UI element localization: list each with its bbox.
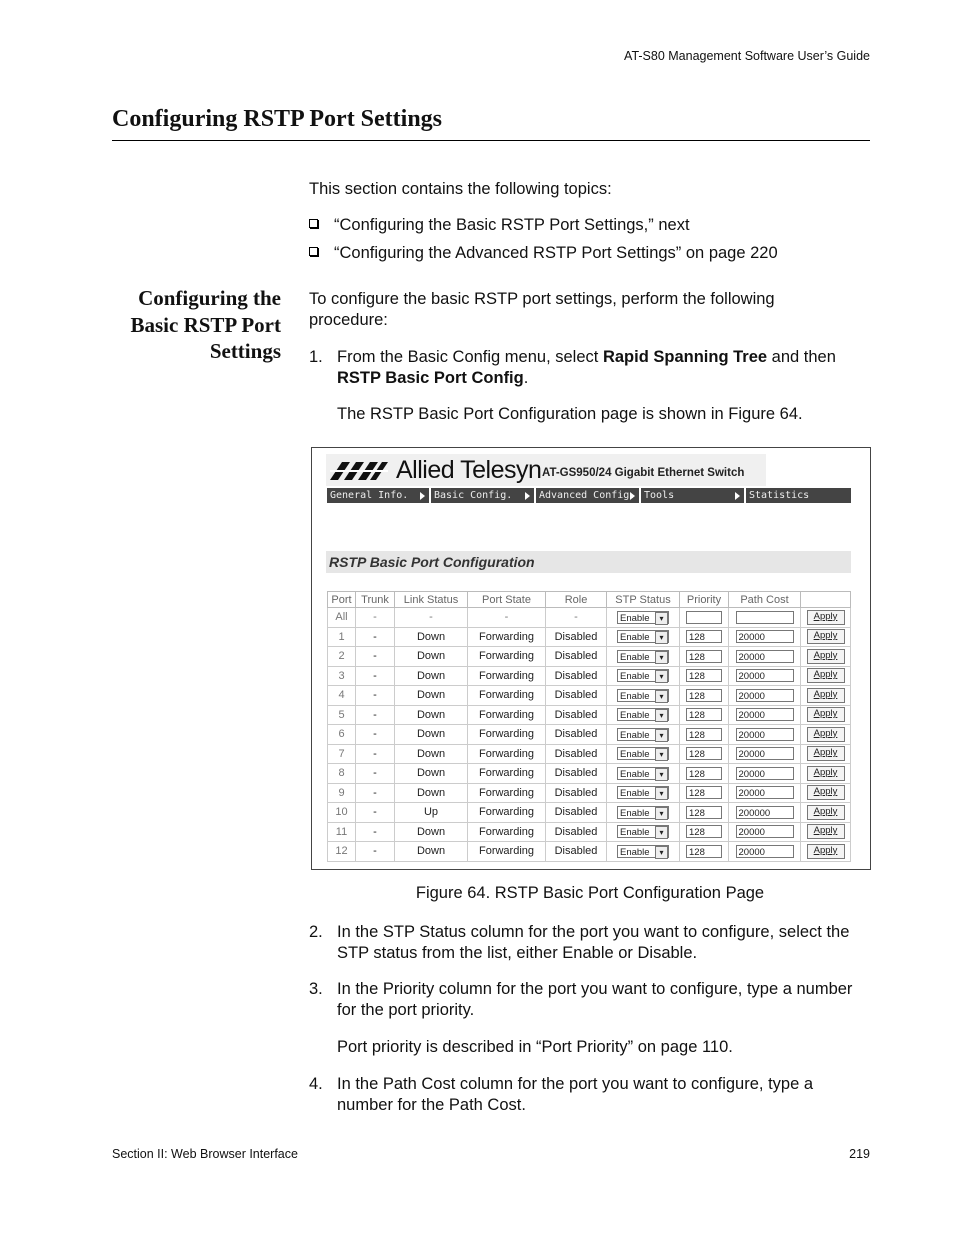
menu-tools[interactable]: Tools xyxy=(641,488,746,503)
col-path-cost: Path Cost xyxy=(729,592,801,608)
figure-screenshot xyxy=(311,447,871,870)
cell-trunk: - xyxy=(356,803,395,823)
cell-stp xyxy=(607,744,680,764)
col-port-state: Port State xyxy=(468,592,546,608)
stp-status-select[interactable]: Enable ▾ xyxy=(617,845,669,858)
cell-cost xyxy=(729,744,801,764)
priority-input[interactable]: 128 xyxy=(686,728,722,741)
path-cost-input[interactable]: 20000 xyxy=(736,845,794,858)
arrow-right-icon xyxy=(525,492,530,500)
cell-cost xyxy=(729,822,801,842)
menu-statistics[interactable]: Statistics xyxy=(749,490,810,501)
stp-status-select[interactable]: Enable ▾ xyxy=(617,806,669,819)
apply-button[interactable]: Apply xyxy=(807,844,845,859)
menu-general-info[interactable]: General Info. xyxy=(327,488,431,503)
apply-button[interactable]: Apply xyxy=(807,629,845,644)
apply-button[interactable]: Apply xyxy=(807,727,845,742)
cell-trunk: - xyxy=(356,705,395,725)
cell-trunk: - xyxy=(356,608,395,628)
cell-apply xyxy=(801,842,851,862)
cell-role: Disabled xyxy=(546,803,607,823)
allied-telesyn-logo-icon xyxy=(330,460,388,482)
cell-stp xyxy=(607,725,680,745)
topic-link: “Configuring the Basic RSTP Port Settings,” next xyxy=(334,216,690,234)
cell-port: 8 xyxy=(328,764,356,784)
main-menu-bar xyxy=(327,488,851,503)
cell-link: Down xyxy=(395,666,468,686)
cell-role: Disabled xyxy=(546,666,607,686)
menu-ref-rstp-basic-port-config: RSTP Basic Port Config xyxy=(337,369,524,387)
cell-apply xyxy=(801,627,851,647)
cell-port: 11 xyxy=(328,822,356,842)
priority-input[interactable]: 128 xyxy=(686,708,722,721)
col-port: Port xyxy=(328,592,356,608)
priority-input[interactable]: 128 xyxy=(686,845,722,858)
table-row xyxy=(328,803,851,823)
cell-link: Down xyxy=(395,627,468,647)
cell-link: Down xyxy=(395,647,468,667)
cell-state: Forwarding xyxy=(468,822,546,842)
cell-cost xyxy=(729,764,801,784)
cell-priority xyxy=(680,666,729,686)
table-row xyxy=(328,705,851,725)
chevron-down-icon: ▾ xyxy=(655,768,668,781)
cell-port: 7 xyxy=(328,744,356,764)
step-3: 3. In the Priority column for the port you want to configure, type a number for the port priority. xyxy=(309,980,853,1019)
step-1: 1. From the Basic Config menu, select Rapid Spanning Tree and then RSTP Basic Port Config. xyxy=(309,348,836,387)
path-cost-input[interactable]: 20000 xyxy=(736,728,794,741)
cell-state: Forwarding xyxy=(468,666,546,686)
table-row xyxy=(328,744,851,764)
table-row xyxy=(328,822,851,842)
step-3-note: Port priority is described in “Port Priority” on page 110. xyxy=(337,1038,733,1056)
cell-port: 9 xyxy=(328,783,356,803)
priority-input[interactable]: 128 xyxy=(686,689,722,702)
stp-status-select[interactable]: Enable ▾ xyxy=(617,767,669,780)
cell-role: Disabled xyxy=(546,647,607,667)
cell-role: Disabled xyxy=(546,686,607,706)
apply-button[interactable]: Apply xyxy=(807,746,845,761)
cell-trunk: - xyxy=(356,647,395,667)
cell-port: 5 xyxy=(328,705,356,725)
priority-input[interactable]: 128 xyxy=(686,747,722,760)
table-row xyxy=(328,686,851,706)
cell-stp xyxy=(607,783,680,803)
cell-cost xyxy=(729,803,801,823)
cell-link: - xyxy=(395,608,468,628)
chevron-down-icon: ▾ xyxy=(655,651,668,664)
cell-port: 4 xyxy=(328,686,356,706)
cell-state: Forwarding xyxy=(468,686,546,706)
table-header-row xyxy=(328,592,851,608)
chevron-down-icon: ▾ xyxy=(655,787,668,800)
cell-apply xyxy=(801,686,851,706)
intro-text: This section contains the following topics: xyxy=(309,180,612,198)
cell-state: Forwarding xyxy=(468,842,546,862)
cell-state: Forwarding xyxy=(468,705,546,725)
priority-input[interactable]: 128 xyxy=(686,650,722,663)
cell-link: Down xyxy=(395,705,468,725)
apply-button[interactable]: Apply xyxy=(807,668,845,683)
stp-status-select[interactable]: Enable ▾ xyxy=(617,630,669,643)
priority-input[interactable]: 128 xyxy=(686,825,722,838)
cell-trunk: - xyxy=(356,842,395,862)
stp-status-select[interactable]: Enable ▾ xyxy=(617,728,669,741)
table-row xyxy=(328,783,851,803)
cell-priority xyxy=(680,783,729,803)
chevron-down-icon: ▾ xyxy=(655,807,668,820)
cell-link: Down xyxy=(395,822,468,842)
table-row xyxy=(328,725,851,745)
path-cost-input[interactable]: 200000 xyxy=(736,806,794,819)
section-title: Configuring RSTP Port Settings xyxy=(112,106,443,132)
path-cost-input[interactable]: 20000 xyxy=(736,825,794,838)
cell-apply xyxy=(801,705,851,725)
table-row-all xyxy=(328,608,851,628)
stp-status-select[interactable]: Enable ▾ xyxy=(617,825,669,838)
apply-button[interactable]: Apply xyxy=(807,785,845,800)
table-row xyxy=(328,666,851,686)
cell-role: Disabled xyxy=(546,744,607,764)
cell-port: 2 xyxy=(328,647,356,667)
cell-priority xyxy=(680,608,729,628)
footer-section: Section II: Web Browser Interface xyxy=(112,1147,298,1161)
priority-input[interactable] xyxy=(686,611,722,624)
apply-button[interactable]: Apply xyxy=(807,766,845,781)
chevron-down-icon: ▾ xyxy=(655,612,668,625)
step-4: 4. In the Path Cost column for the port you want to configure, type a number for the Path Cost. xyxy=(309,1075,814,1114)
cell-priority xyxy=(680,725,729,745)
cell-state: Forwarding xyxy=(468,764,546,784)
col-stp-status: STP Status xyxy=(607,592,680,608)
cell-cost xyxy=(729,647,801,667)
cell-link: Down xyxy=(395,783,468,803)
cell-role: Disabled xyxy=(546,764,607,784)
table-row xyxy=(328,764,851,784)
cell-state: Forwarding xyxy=(468,783,546,803)
menu-advanced-config[interactable]: Advanced Config. xyxy=(536,488,641,503)
priority-input[interactable]: 128 xyxy=(686,767,722,780)
cell-trunk: - xyxy=(356,822,395,842)
cell-stp xyxy=(607,627,680,647)
cell-role: Disabled xyxy=(546,822,607,842)
running-header: AT-S80 Management Software User’s Guide xyxy=(624,49,870,63)
cell-cost xyxy=(729,666,801,686)
cell-link: Down xyxy=(395,764,468,784)
apply-button[interactable]: Apply xyxy=(807,649,845,664)
chevron-down-icon: ▾ xyxy=(655,670,668,683)
cell-role: Disabled xyxy=(546,783,607,803)
topic-bullet xyxy=(309,216,690,235)
cell-trunk: - xyxy=(356,627,395,647)
arrow-right-icon xyxy=(735,492,740,500)
cell-state: Forwarding xyxy=(468,803,546,823)
cell-priority xyxy=(680,744,729,764)
cell-trunk: - xyxy=(356,783,395,803)
apply-button[interactable]: Apply xyxy=(807,707,845,722)
cell-trunk: - xyxy=(356,764,395,784)
cell-stp xyxy=(607,803,680,823)
cell-state: Forwarding xyxy=(468,627,546,647)
stp-status-select[interactable]: Enable ▾ xyxy=(617,689,669,702)
table-row xyxy=(328,647,851,667)
cell-role: Disabled xyxy=(546,842,607,862)
cell-cost xyxy=(729,783,801,803)
cell-cost xyxy=(729,842,801,862)
path-cost-input[interactable]: 20000 xyxy=(736,786,794,799)
figure-caption: Figure 64. RSTP Basic Port Configuration Page xyxy=(415,884,765,902)
cell-port: 1 xyxy=(328,627,356,647)
apply-button[interactable]: Apply xyxy=(807,805,845,820)
cell-trunk: - xyxy=(356,686,395,706)
subsection-heading: Configuring the Basic RSTP Port Settings xyxy=(130,286,281,363)
col-trunk: Trunk xyxy=(356,592,395,608)
page-title-bar xyxy=(326,551,851,573)
bullet-box-icon xyxy=(309,247,318,256)
cell-link: Up xyxy=(395,803,468,823)
cell-port: 6 xyxy=(328,725,356,745)
chevron-down-icon: ▾ xyxy=(655,631,668,644)
cell-role: Disabled xyxy=(546,725,607,745)
chevron-down-icon: ▾ xyxy=(655,748,668,761)
cell-apply xyxy=(801,822,851,842)
cell-link: Down xyxy=(395,744,468,764)
chevron-down-icon: ▾ xyxy=(655,729,668,742)
cell-trunk: - xyxy=(356,666,395,686)
table-row xyxy=(328,627,851,647)
path-cost-input[interactable]: 20000 xyxy=(736,767,794,780)
cell-role: Disabled xyxy=(546,705,607,725)
cell-apply xyxy=(801,783,851,803)
cell-state: Forwarding xyxy=(468,725,546,745)
cell-trunk: - xyxy=(356,725,395,745)
cell-cost xyxy=(729,725,801,745)
cell-link: Down xyxy=(395,686,468,706)
cell-state: - xyxy=(468,608,546,628)
logo-text: Allied Telesyn xyxy=(396,456,542,484)
page-title: RSTP Basic Port Configuration xyxy=(329,554,535,570)
cell-stp xyxy=(607,842,680,862)
priority-input[interactable]: 128 xyxy=(686,786,722,799)
arrow-right-icon xyxy=(420,492,425,500)
path-cost-input[interactable]: 20000 xyxy=(736,669,794,682)
cell-stp xyxy=(607,764,680,784)
priority-input[interactable]: 128 xyxy=(686,669,722,682)
app-banner xyxy=(326,454,766,486)
cell-apply xyxy=(801,803,851,823)
table-row xyxy=(328,842,851,862)
cell-stp xyxy=(607,666,680,686)
col-priority: Priority xyxy=(680,592,729,608)
cell-role: - xyxy=(546,608,607,628)
apply-button[interactable]: Apply xyxy=(807,688,845,703)
col-role: Role xyxy=(546,592,607,608)
cell-cost xyxy=(729,705,801,725)
cell-apply xyxy=(801,725,851,745)
page-number: 219 xyxy=(849,1147,870,1161)
cell-stp xyxy=(607,822,680,842)
cell-apply xyxy=(801,647,851,667)
cell-priority xyxy=(680,764,729,784)
cell-priority xyxy=(680,822,729,842)
cell-stp xyxy=(607,647,680,667)
menu-basic-config[interactable]: Basic Config. xyxy=(431,488,536,503)
cell-trunk: - xyxy=(356,744,395,764)
path-cost-input[interactable]: 20000 xyxy=(736,708,794,721)
cell-priority xyxy=(680,686,729,706)
cell-apply xyxy=(801,764,851,784)
apply-button[interactable]: Apply xyxy=(807,610,845,625)
chevron-down-icon: ▾ xyxy=(655,709,668,722)
stp-status-select[interactable]: Enable ▾ xyxy=(617,669,669,682)
cell-cost xyxy=(729,686,801,706)
cell-state: Forwarding xyxy=(468,647,546,667)
chevron-down-icon: ▾ xyxy=(655,690,668,703)
chevron-down-icon: ▾ xyxy=(655,826,668,839)
cell-priority xyxy=(680,842,729,862)
cell-priority xyxy=(680,627,729,647)
cell-port: 3 xyxy=(328,666,356,686)
cell-apply xyxy=(801,744,851,764)
cell-priority xyxy=(680,803,729,823)
title-rule xyxy=(112,140,870,141)
step-2: 2. In the STP Status column for the port you want to configure, select the STP status from the list, either Enable or Disable. xyxy=(309,923,850,962)
cell-role: Disabled xyxy=(546,627,607,647)
switch-model: AT-GS950/24 Gigabit Ethernet Switch xyxy=(542,467,745,479)
apply-button[interactable]: Apply xyxy=(807,824,845,839)
menu-ref-rapid-spanning-tree: Rapid Spanning Tree xyxy=(602,348,768,366)
cell-apply xyxy=(801,666,851,686)
priority-input[interactable]: 128 xyxy=(686,630,722,643)
bullet-box-icon xyxy=(309,219,318,228)
col-action xyxy=(801,592,851,608)
cell-cost xyxy=(729,608,801,628)
stp-status-select[interactable]: Enable ▾ xyxy=(617,786,669,799)
priority-input[interactable]: 128 xyxy=(686,806,722,819)
cell-apply xyxy=(801,608,851,628)
stp-status-select[interactable]: Enable ▾ xyxy=(617,747,669,760)
path-cost-input[interactable]: 20000 xyxy=(736,689,794,702)
path-cost-input[interactable]: 20000 xyxy=(736,630,794,643)
topic-bullet xyxy=(309,244,778,263)
stp-status-select[interactable]: Enable ▾ xyxy=(617,708,669,721)
step-1-note: The RSTP Basic Port Configuration page is shown in Figure 64. xyxy=(337,405,803,423)
cell-cost xyxy=(729,627,801,647)
stp-status-select[interactable]: Enable ▾ xyxy=(617,611,669,624)
stp-status-select[interactable]: Enable ▾ xyxy=(617,650,669,663)
col-link-status: Link Status xyxy=(395,592,468,608)
cell-link: Down xyxy=(395,842,468,862)
cell-link: Down xyxy=(395,725,468,745)
cell-port: All xyxy=(328,608,356,628)
procedure-lead: To configure the basic RSTP port settings, perform the following procedure: xyxy=(309,290,775,329)
cell-stp xyxy=(607,608,680,628)
cell-port: 10 xyxy=(328,803,356,823)
rstp-port-table xyxy=(327,591,851,862)
path-cost-input[interactable]: 20000 xyxy=(736,650,794,663)
cell-stp xyxy=(607,705,680,725)
arrow-right-icon xyxy=(630,492,635,500)
cell-state: Forwarding xyxy=(468,744,546,764)
cell-priority xyxy=(680,705,729,725)
cell-port: 12 xyxy=(328,842,356,862)
topic-link: “Configuring the Advanced RSTP Port Settings” on page 220 xyxy=(334,244,778,262)
chevron-down-icon: ▾ xyxy=(655,846,668,859)
path-cost-input[interactable] xyxy=(736,611,794,624)
path-cost-input[interactable]: 20000 xyxy=(736,747,794,760)
cell-stp xyxy=(607,686,680,706)
cell-priority xyxy=(680,647,729,667)
